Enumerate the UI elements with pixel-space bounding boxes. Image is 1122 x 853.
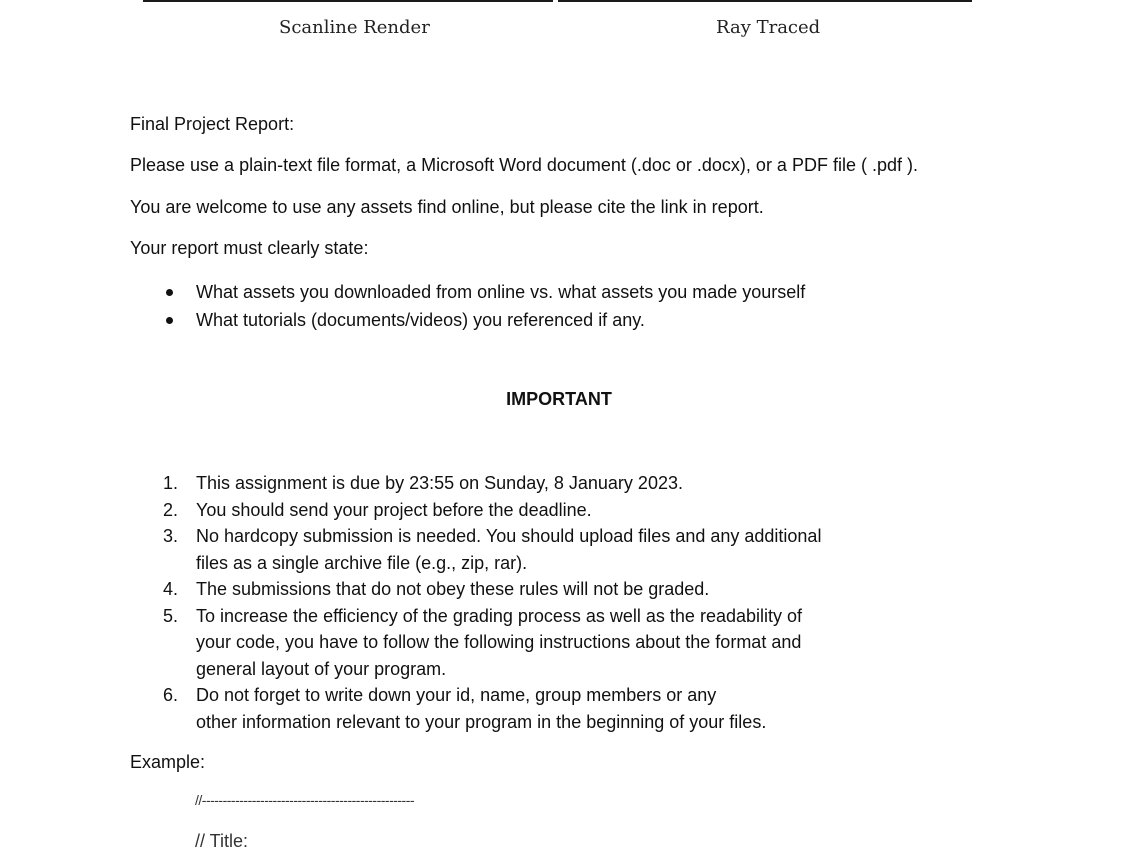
list-item (160, 278, 805, 306)
list-item-line: files as a single archive file (e.g., zip, rar). (196, 552, 528, 573)
report-heading: Final Project Report: (130, 114, 295, 134)
list-item (160, 523, 821, 576)
list-item-line: your code, you have to follow the following instructions about the format and (196, 632, 802, 652)
list-item-line: The submissions that do not obey these rules will not be graded. (196, 579, 710, 599)
list-item-line: This assignment is due by 23:55 on Sunday, 8 January 2023. (196, 473, 683, 493)
list-item-line: No hardcopy submission is needed. You should upload files and any additional (196, 526, 822, 546)
list-item (160, 603, 821, 683)
report-assets-paragraph: You are welcome to use any assets find online, but please cite the link in report. (130, 197, 764, 217)
list-item-line: other information relevant to your program in the beginning of your files. (196, 711, 767, 732)
list-item-text: What assets you downloaded from online vs. what assets you made yourself (196, 282, 806, 302)
example-label: Example: (130, 752, 206, 772)
list-item-number: 6. (163, 685, 179, 705)
example-code-title: // Title: (195, 831, 249, 851)
list-item (160, 497, 821, 524)
figure-caption-raytraced: Ray Traced (716, 17, 821, 38)
important-heading: IMPORTANT (506, 389, 612, 409)
list-item-line: general layout of your program. (196, 658, 447, 679)
bullet-icon (166, 317, 173, 324)
list-item-number: 4. (163, 579, 179, 599)
list-item (160, 682, 821, 735)
figure-caption-scanline: Scanline Render (279, 17, 430, 38)
list-item-number: 5. (163, 605, 179, 626)
list-item-line: You should send your project before the deadline. (196, 499, 592, 520)
important-rules-list (160, 470, 821, 735)
report-format-paragraph: Please use a plain-text file format, a Microsoft Word document (.doc or .docx), or a PDF file ( .pdf ). (130, 155, 918, 175)
list-item-number: 3. (163, 526, 179, 546)
figure-top-border-right (558, 0, 972, 2)
list-item (160, 576, 821, 603)
list-item-number: 2. (163, 499, 179, 520)
list-item-line: To increase the efficiency of the grading process as well as the readability of (196, 605, 803, 626)
list-item-text: What tutorials (documents/videos) you referenced if any. (196, 310, 645, 330)
figure-top-border-left (143, 0, 553, 2)
example-code-separator: //--------------------------------------------------- (195, 792, 415, 808)
list-item-line: Do not forget to write down your id, name, group members or any (196, 685, 717, 705)
report-requirements-list (160, 278, 805, 334)
bullet-icon (166, 289, 173, 296)
list-item (160, 470, 821, 497)
list-item-number: 1. (163, 473, 179, 493)
report-state-paragraph: Your report must clearly state: (130, 238, 369, 258)
list-item (160, 306, 805, 334)
